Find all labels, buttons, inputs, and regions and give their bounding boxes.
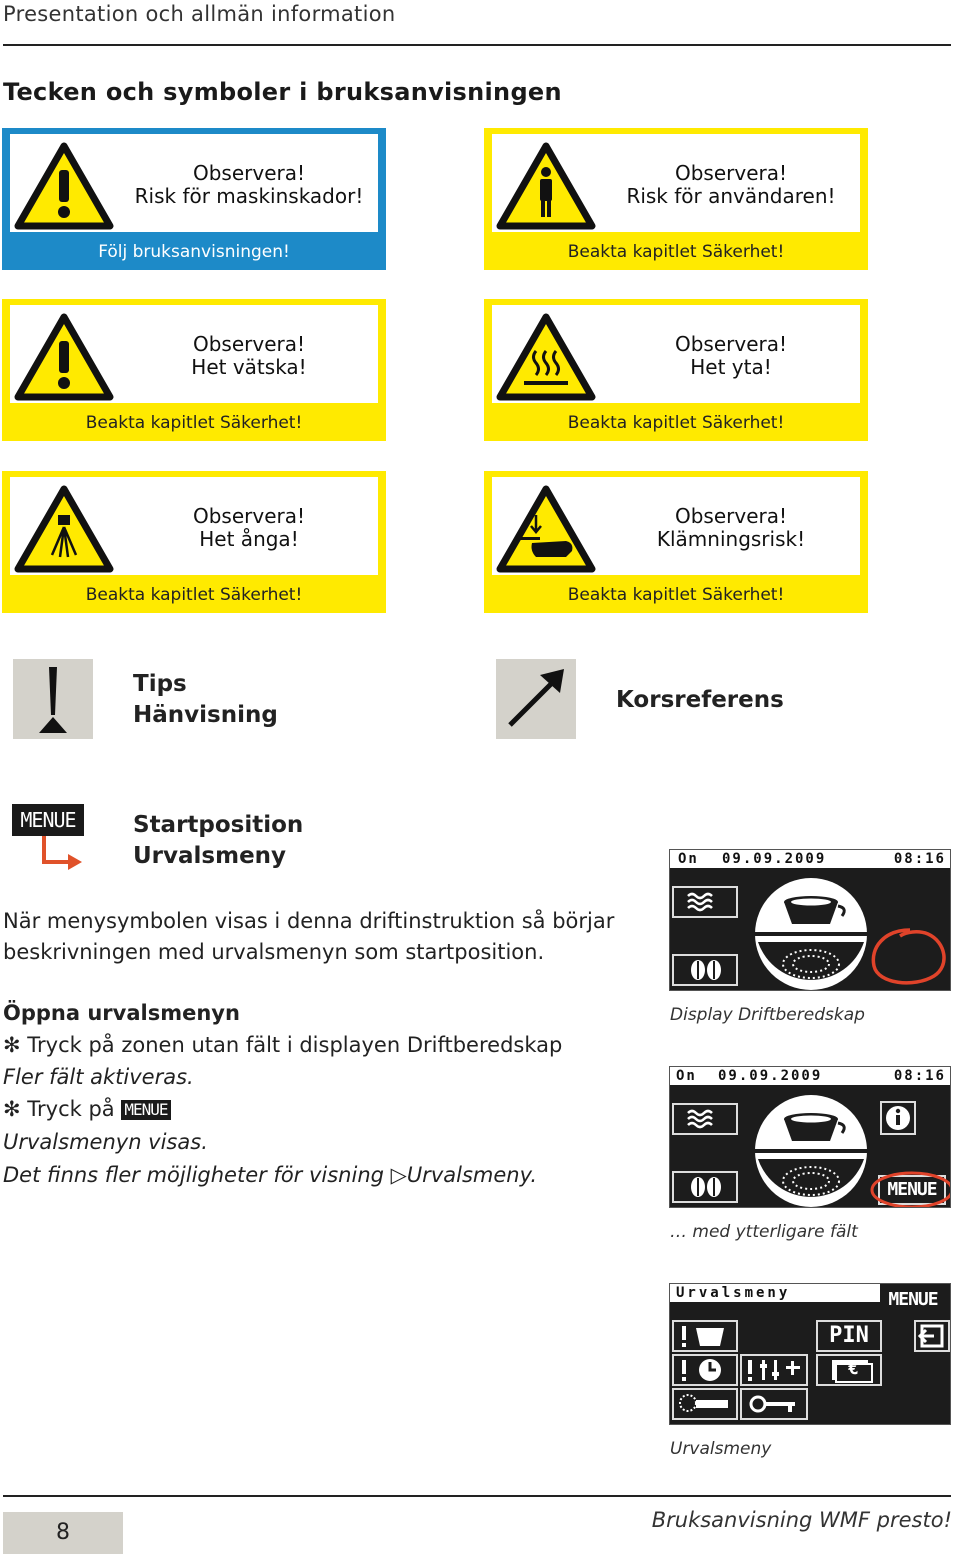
tips-line2: Hänvisning <box>133 702 278 728</box>
warning-sign-hot-surface <box>484 299 868 441</box>
coffee-cup-display-icon[interactable] <box>754 1089 868 1208</box>
timer-button[interactable] <box>672 1354 738 1386</box>
intro-line2: beskrivningen med urvalsmenyn som startposition. <box>3 940 545 964</box>
touch-highlight-oval-icon <box>870 1169 951 1208</box>
start-line2: Urvalsmeny <box>133 843 287 869</box>
sign-line2: Klämningsrisk! <box>656 527 806 551</box>
hot-water-button[interactable] <box>672 1103 738 1135</box>
accounting-button[interactable] <box>816 1354 882 1386</box>
drink-settings-button[interactable] <box>672 1320 738 1352</box>
display-status-bar <box>670 850 950 868</box>
warning-sign-user-risk <box>484 128 868 270</box>
header-rule <box>3 44 951 46</box>
page-header-title: Presentation och allmän information <box>3 2 396 26</box>
display-extended <box>669 1066 951 1208</box>
sign-line1: Observera! <box>192 332 306 356</box>
hot-surface-warning-icon <box>496 313 596 401</box>
beans-button[interactable] <box>672 954 738 986</box>
info-button[interactable] <box>880 1101 916 1135</box>
warning-sign-hot-steam <box>2 471 386 613</box>
step-2-text: Tryck på <box>27 1097 115 1121</box>
warning-sign-machine-damage <box>2 128 386 270</box>
config-button[interactable] <box>740 1354 808 1386</box>
excl-clock-icon <box>674 1356 736 1384</box>
sign-line2: Risk för användaren! <box>626 184 836 208</box>
coffee-beans-icon <box>674 956 736 984</box>
brush-icon <box>674 1390 736 1418</box>
exclamation-warning-icon <box>14 313 114 401</box>
sign-line2: Risk för maskinskador! <box>134 184 364 208</box>
sign-line1: Observera! <box>674 504 788 528</box>
result-3 <box>3 1160 537 1191</box>
coffee-beans-icon <box>674 1173 736 1201</box>
exit-icon <box>916 1322 948 1350</box>
sign-footer: Beakta kapitlet Säkerhet! <box>567 413 785 433</box>
menue-button[interactable]: MENUE <box>878 1175 946 1205</box>
key-button[interactable] <box>740 1388 808 1420</box>
cleaning-button[interactable] <box>672 1388 738 1420</box>
tips-symbol <box>13 659 93 739</box>
status-on: On <box>676 1068 697 1084</box>
info-icon <box>882 1103 914 1133</box>
menue-button[interactable]: MENUE <box>880 1286 946 1314</box>
warning-sign-crush-risk <box>484 471 868 613</box>
tips-label <box>133 669 278 731</box>
sign-line1: Observera! <box>192 504 306 528</box>
section-title: Tecken och symboler i bruksanvisningen <box>3 78 562 106</box>
start-position-label <box>133 810 303 872</box>
person-warning-icon <box>496 142 596 230</box>
crossref-symbol <box>496 659 576 739</box>
exclamation-warning-icon <box>14 142 114 230</box>
sign-footer: Följ bruksanvisningen! <box>98 242 290 262</box>
hot-water-button[interactable] <box>672 886 738 918</box>
step-asterisk-icon: ✻ <box>3 1097 21 1121</box>
beans-button[interactable] <box>672 1171 738 1203</box>
display-standby-caption: Display Driftberedskap <box>670 1005 865 1025</box>
intro-paragraph <box>3 906 614 968</box>
display-selection-menu <box>669 1283 951 1425</box>
warning-sign-hot-liquid <box>2 299 386 441</box>
water-waves-icon <box>674 888 736 916</box>
display-standby <box>669 849 951 991</box>
result-2: Urvalsmenyn visas. <box>3 1130 208 1154</box>
display-extended-caption: … med ytterligare fält <box>670 1222 858 1242</box>
menu-title: Urvalsmeny <box>676 1285 791 1301</box>
sign-line1: Observera! <box>192 161 306 185</box>
sign-line2: Het ånga! <box>199 527 299 551</box>
crossref-link[interactable]: Urvalsmeny. <box>406 1163 538 1187</box>
crossref-label: Korsreferens <box>616 687 784 713</box>
water-waves-icon <box>674 1105 736 1133</box>
footer-rule <box>3 1495 951 1497</box>
status-time: 08:16 <box>893 851 946 867</box>
key-icon <box>742 1390 806 1418</box>
arrow-crossref-icon <box>496 659 576 739</box>
exclamation-tip-icon <box>13 659 93 739</box>
footer-title: Bruksanvisning WMF presto! <box>651 1508 952 1532</box>
menue-symbol-text: MENUE <box>20 808 76 832</box>
sign-line2: Het vätska! <box>191 355 307 379</box>
display-title-bar <box>670 1284 880 1302</box>
pin-button[interactable]: PIN <box>816 1320 882 1352</box>
intro-line1: När menysymbolen visas i denna driftinstruktion så börjar <box>3 909 615 933</box>
tips-line1: Tips <box>133 671 187 697</box>
sign-line1: Observera! <box>674 161 788 185</box>
display-selection-menu-caption: Urvalsmeny <box>670 1439 772 1459</box>
step-2 <box>3 1094 171 1125</box>
result-3-text: Det finns fler möjligheter för visning <box>3 1163 384 1187</box>
euro-symbol: € <box>848 1358 859 1379</box>
steam-warning-icon <box>14 485 114 573</box>
step-asterisk-icon: ✻ <box>3 1033 21 1057</box>
hand-crush-warning-icon <box>496 485 596 573</box>
sign-line1: Observera! <box>674 332 788 356</box>
open-menu-heading: Öppna urvalsmenyn <box>3 1001 240 1025</box>
coffee-cup-display-icon[interactable] <box>754 872 868 991</box>
touch-zone-circle-icon[interactable] <box>866 924 950 990</box>
status-time: 08:16 <box>893 1068 946 1084</box>
status-date: 09.09.2009 <box>718 1068 823 1084</box>
sign-footer: Beakta kapitlet Säkerhet! <box>85 413 303 433</box>
sign-line2: Het yta! <box>690 355 772 379</box>
result-1: Fler fält aktiveras. <box>3 1065 194 1089</box>
step-1 <box>3 1030 562 1061</box>
status-on: On <box>678 851 699 867</box>
triangle-right-icon: ▷ <box>390 1163 407 1187</box>
menue-symbol <box>12 804 84 836</box>
sign-footer: Beakta kapitlet Säkerhet! <box>567 242 785 262</box>
step-1-text: Tryck på zonen utan fält i displayen Driftberedskap <box>27 1033 563 1057</box>
status-date: 09.09.2009 <box>722 851 827 867</box>
display-status-bar <box>670 1067 950 1085</box>
excl-sliders-icon <box>742 1356 806 1384</box>
inline-menue-symbol: MENUE <box>121 1100 170 1120</box>
start-line1: Startposition <box>133 812 304 838</box>
sign-footer: Beakta kapitlet Säkerhet! <box>567 585 785 605</box>
start-arrow-icon <box>34 836 84 872</box>
sign-footer: Beakta kapitlet Säkerhet! <box>85 585 303 605</box>
page-number: 8 <box>3 1512 123 1554</box>
excl-cup-icon <box>674 1322 736 1350</box>
back-button[interactable] <box>914 1320 950 1352</box>
